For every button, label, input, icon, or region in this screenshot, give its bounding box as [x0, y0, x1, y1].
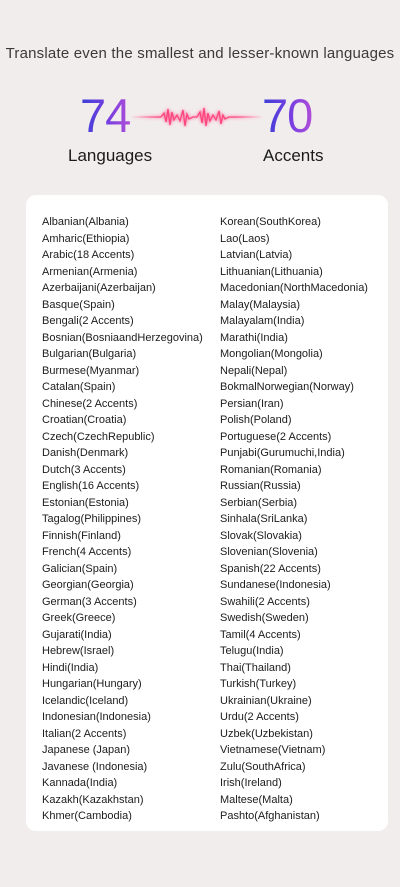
language-item: Bosnian(BosniaandHerzegovina)	[42, 331, 203, 344]
language-item: Spanish(22 Accents)	[220, 562, 321, 575]
language-item: Kannada(India)	[42, 777, 118, 789]
language-item: Gujarati(India)	[42, 628, 112, 641]
language-item: Burmese(Myanmar)	[42, 364, 140, 377]
language-item: Hindi(India)	[42, 661, 99, 674]
language-item: Irish(Ireland)	[220, 777, 282, 789]
stats-banner	[0, 90, 400, 170]
language-item: Danish(Denmark)	[42, 447, 129, 459]
language-item: Slovenian(Slovenia)	[220, 546, 318, 558]
language-item: Italian(2 Accents)	[42, 727, 127, 740]
headline: Translate even the smallest and lesser-known languages	[5, 45, 395, 62]
language-item: Pashto(Afghanistan)	[220, 810, 320, 822]
language-item: Swedish(Sweden)	[220, 612, 309, 624]
accents-label: Accents	[263, 146, 324, 165]
language-item: Punjabi(Gurumuchi,India)	[220, 447, 345, 459]
language-item: Armenian(Armenia)	[42, 265, 138, 278]
language-item: Persian(Iran)	[220, 397, 284, 410]
language-item: Latvian(Latvia)	[220, 249, 293, 261]
language-item: Urdu(2 Accents)	[220, 711, 299, 723]
language-item: Khmer(Cambodia)	[42, 810, 132, 822]
language-item: Tamil(4 Accents)	[220, 628, 301, 641]
language-item: Malay(Malaysia)	[220, 298, 301, 311]
language-item: Kazakh(Kazakhstan)	[42, 793, 144, 806]
language-item: Uzbek(Uzbekistan)	[220, 727, 313, 740]
language-item: Sinhala(SriLanka)	[220, 513, 308, 525]
language-item: Ukrainian(Ukraine)	[220, 694, 312, 707]
language-item: Thai(Thailand)	[220, 661, 291, 674]
language-item: Korean(SouthKorea)	[220, 216, 321, 228]
language-item: Zulu(SouthAfrica)	[220, 760, 306, 773]
languages-label: Languages	[68, 146, 153, 165]
language-item: Polish(Poland)	[220, 414, 292, 426]
language-item: Lao(Laos)	[220, 232, 270, 245]
language-item: Tagalog(Philippines)	[42, 513, 142, 525]
language-item: Georgian(Georgia)	[42, 579, 134, 591]
language-item: Swahili(2 Accents)	[220, 595, 310, 608]
language-item: Dutch(3 Accents)	[42, 463, 126, 476]
language-item: French(4 Accents)	[42, 546, 132, 558]
language-item: Sundanese(Indonesia)	[220, 579, 331, 591]
language-item: Mongolian(Mongolia)	[220, 348, 323, 360]
language-item: Romanian(Romania)	[220, 463, 322, 476]
language-item: Vietnamese(Vietnam)	[220, 744, 326, 756]
language-item: Lithuanian(Lithuania)	[220, 265, 323, 278]
language-item: Javanese (Indonesia)	[42, 760, 148, 773]
language-item: Turkish(Turkey)	[220, 678, 297, 690]
language-item: Russian(Russia)	[220, 480, 301, 492]
language-item: German(3 Accents)	[42, 595, 137, 608]
language-item: Indonesian(Indonesia)	[42, 711, 151, 723]
language-item: Hungarian(Hungary)	[42, 678, 142, 690]
language-item: Maltese(Malta)	[220, 793, 293, 806]
languages-count: 74	[80, 89, 131, 142]
language-item: Nepali(Nepal)	[220, 364, 288, 377]
language-item: English(16 Accents)	[42, 480, 140, 492]
language-item: Finnish(Finland)	[42, 529, 121, 542]
language-item: Macedonian(NorthMacedonia)	[220, 282, 368, 294]
sound-wave-icon	[131, 100, 263, 134]
language-item: Slovak(Slovakia)	[220, 529, 302, 542]
language-item: Icelandic(Iceland)	[42, 694, 129, 707]
language-item: Portuguese(2 Accents)	[220, 430, 332, 443]
language-item: Bengali(2 Accents)	[42, 315, 134, 327]
language-item: Greek(Greece)	[42, 612, 116, 624]
language-item: Albanian(Albania)	[42, 216, 129, 228]
language-item: Azerbaijani(Azerbaijan)	[42, 282, 156, 294]
language-item: Bulgarian(Bulgaria)	[42, 348, 137, 360]
language-item: Serbian(Serbia)	[220, 496, 298, 509]
language-item: Czech(CzechRepublic)	[42, 430, 155, 443]
language-item: Telugu(India)	[220, 645, 284, 657]
language-list-card	[26, 195, 388, 831]
language-item: Basque(Spain)	[42, 298, 115, 311]
language-item: BokmalNorwegian(Norway)	[220, 381, 354, 393]
language-item: Estonian(Estonia)	[42, 496, 129, 509]
language-item: Croatian(Croatia)	[42, 414, 127, 426]
language-item: Catalan(Spain)	[42, 381, 116, 393]
language-list-left	[42, 214, 203, 825]
accents-count: 70	[262, 89, 313, 142]
language-item: Malayalam(India)	[220, 315, 305, 327]
language-item: Hebrew(Israel)	[42, 645, 115, 657]
language-item: Galician(Spain)	[42, 562, 118, 575]
language-item: Marathi(India)	[220, 331, 288, 344]
language-item: Amharic(Ethiopia)	[42, 232, 130, 245]
language-item: Japanese (Japan)	[42, 744, 131, 756]
language-item: Chinese(2 Accents)	[42, 397, 138, 410]
language-item: Arabic(18 Accents)	[42, 249, 135, 261]
language-list-right	[220, 214, 368, 825]
